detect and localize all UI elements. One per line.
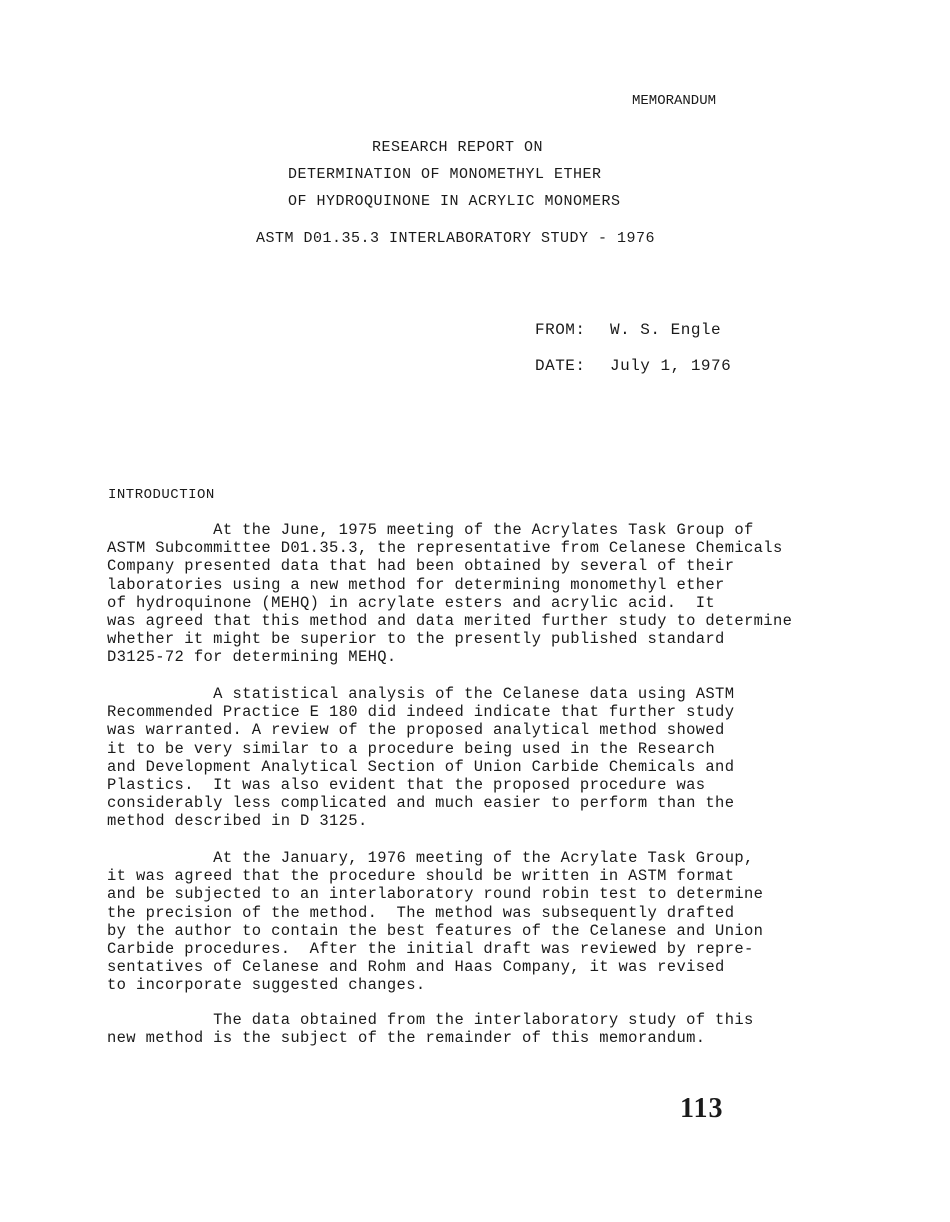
- paragraph-line: sentatives of Celanese and Rohm and Haas Company, it was revised: [107, 958, 725, 977]
- paragraph-line: the precision of the method. The method was subsequently drafted: [107, 903, 735, 922]
- paragraph-line: D3125-72 for determining MEHQ.: [107, 648, 397, 667]
- paragraph-line: by the author to contain the best features of the Celanese and Union: [107, 921, 764, 940]
- paragraph-line: of hydroquinone (MEHQ) in acrylate esters and acrylic acid. It: [107, 593, 716, 612]
- paragraph-line: Recommended Practice E 180 did indeed indicate that further study: [107, 703, 735, 722]
- paragraph-line: considerably less complicated and much easier to perform than the: [107, 794, 735, 813]
- paragraph-line: method described in D 3125.: [107, 812, 368, 831]
- paragraph-line: ASTM Subcommittee D01.35.3, the representative from Celanese Chemicals: [107, 539, 783, 558]
- paragraph-line: and Development Analytical Section of Union Carbide Chemicals and: [107, 757, 735, 776]
- paragraph-line: was agreed that this method and data merited further study to determine: [107, 612, 793, 631]
- paragraph-line: A statistical analysis of the Celanese data using ASTM: [107, 685, 735, 703]
- date-value: July 1, 1976: [610, 357, 732, 375]
- paragraph-line: At the June, 1975 meeting of the Acrylates Task Group of: [107, 521, 754, 539]
- paragraph-line: The data obtained from the interlaboratory study of this: [107, 1011, 754, 1029]
- paragraph-line: to incorporate suggested changes.: [107, 976, 426, 995]
- paragraph-line: Company presented data that had been obtained by several of their: [107, 557, 735, 576]
- paragraph-line: it to be very similar to a procedure being used in the Research: [107, 739, 716, 758]
- paragraph-line: new method is the subject of the remainder of this memorandum.: [107, 1029, 706, 1048]
- paragraph-line: was warranted. A review of the proposed analytical method showed: [107, 721, 725, 740]
- paragraph-line: laboratories using a new method for determining monomethyl ether: [107, 575, 725, 594]
- paragraph-2: [107, 685, 867, 831]
- report-title-line-2: DETERMINATION OF MONOMETHYL ETHER: [288, 166, 602, 183]
- paragraph-line: and be subjected to an interlaboratory round robin test to determine: [107, 885, 764, 904]
- from-value: W. S. Engle: [610, 321, 722, 339]
- paragraph-line: whether it might be superior to the presently published standard: [107, 630, 725, 649]
- page-number: 113: [680, 1093, 724, 1124]
- report-title-line-4: ASTM D01.35.3 INTERLABORATORY STUDY - 1976: [256, 230, 656, 247]
- paragraph-line: Plastics. It was also evident that the proposed procedure was: [107, 776, 706, 795]
- paragraph-4: [107, 1011, 867, 1047]
- from-label: FROM:: [535, 321, 586, 339]
- paragraph-line: At the January, 1976 meeting of the Acrylate Task Group,: [107, 849, 754, 867]
- report-title-line-3: OF HYDROQUINONE IN ACRYLIC MONOMERS: [288, 193, 621, 210]
- report-title-line-1: RESEARCH REPORT ON: [372, 139, 544, 156]
- paragraph-line: it was agreed that the procedure should be written in ASTM format: [107, 867, 735, 886]
- paragraph-1: [107, 521, 867, 667]
- paragraph-line: Carbide procedures. After the initial draft was reviewed by repre-: [107, 940, 754, 959]
- section-heading: INTRODUCTION: [108, 487, 215, 503]
- memorandum-label: MEMORANDUM: [632, 93, 717, 109]
- paragraph-3: [107, 849, 867, 995]
- date-label: DATE:: [535, 357, 586, 375]
